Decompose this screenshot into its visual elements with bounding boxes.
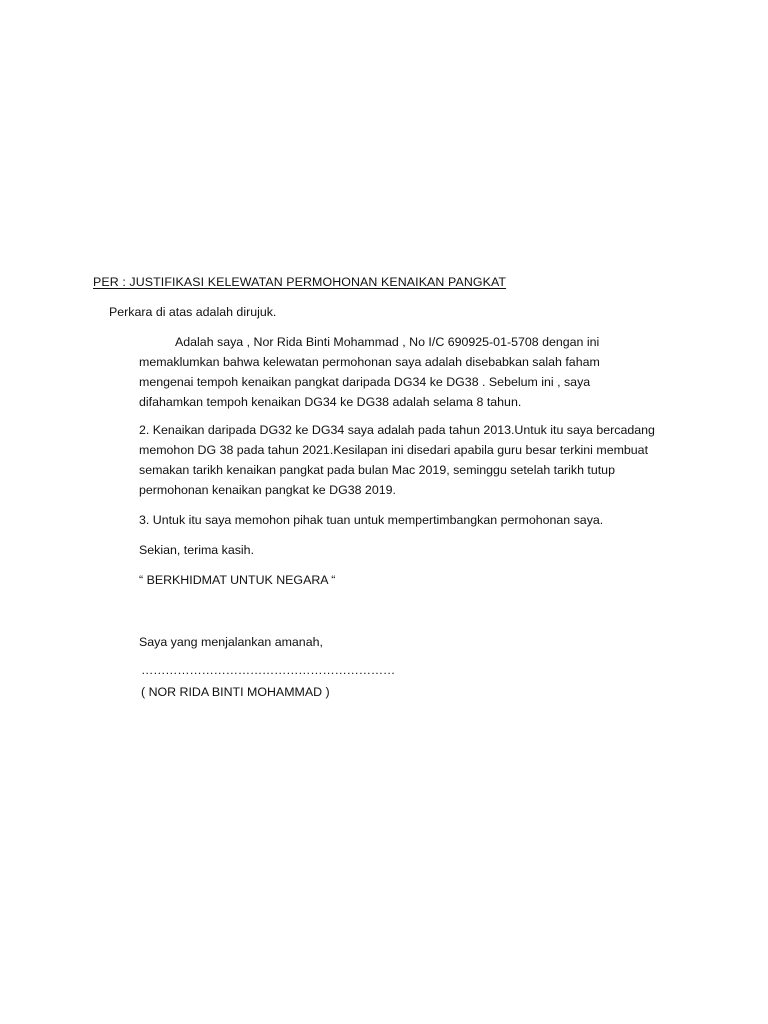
paragraph-1-line-1: Adalah saya , Nor Rida Binti Mohammad , No I/C 690925-01-5708 dengan ini xyxy=(175,335,600,349)
paragraph-2-line-1: 2. Kenaikan daripada DG32 ke DG34 saya adalah pada tahun 2013.Untuk itu saya bercadang xyxy=(139,423,655,437)
paragraph-2-line-2: memohon DG 38 pada tahun 2021.Kesilapan ini disedari apabila guru besar terkini membuat xyxy=(139,443,649,457)
paragraph-1-line-4: difahamkan tempoh kenaikan DG34 ke DG38 adalah selama 8 tahun. xyxy=(139,395,522,409)
signature-dotted-line: ……………………………………………………… xyxy=(141,663,395,677)
closing-line: Sekian, terima kasih. xyxy=(139,543,255,557)
paragraph-1-line-3: mengenai tempoh kenaikan pangkat daripada DG34 ke DG38 . Sebelum ini , saya xyxy=(139,375,591,389)
motto-line: “ BERKHIDMAT UNTUK NEGARA “ xyxy=(139,573,336,587)
paragraph-2-line-4: permohonan kenaikan pangkat ke DG38 2019. xyxy=(139,483,396,497)
paragraph-2-line-3: semakan tarikh kenaikan pangkat pada bulan Mac 2019, seminggu setelah tarikh tutup xyxy=(139,463,615,477)
paragraph-3-line-1: 3. Untuk itu saya memohon pihak tuan untuk mempertimbangkan permohonan saya. xyxy=(139,513,604,527)
paragraph-1-line-2: memaklumkan bahwa kelewatan permohonan saya adalah disebabkan salah faham xyxy=(139,355,600,369)
reference-line: Perkara di atas adalah dirujuk. xyxy=(109,305,277,319)
signature-name: ( NOR RIDA BINTI MOHAMMAD ) xyxy=(141,685,330,699)
signature-lead: Saya yang menjalankan amanah, xyxy=(139,635,323,649)
letter-subject: PER : JUSTIFIKASI KELEWATAN PERMOHONAN KENAIKAN PANGKAT xyxy=(93,275,507,289)
